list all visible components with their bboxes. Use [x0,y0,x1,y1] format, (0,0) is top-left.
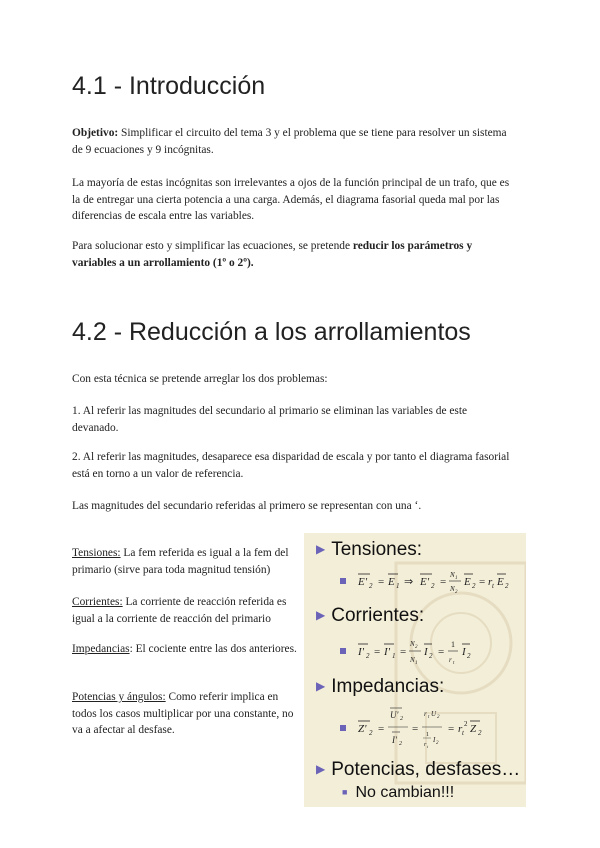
slide-sub-text: No cambian!!! [355,784,455,801]
tensiones-text: La fem referida es igual a la fem del primario (sirve para toda magnitud tensión) [72,547,289,576]
objective-label: Objetivo: [72,127,119,139]
svg-text:2: 2 [467,652,471,660]
para3-text: Para solucionar esto y simplificar las ecuaciones, se pretende [72,240,353,252]
slide-heading-potencias [316,759,520,781]
svg-text:2: 2 [399,741,402,747]
svg-text:r: r [488,576,493,588]
svg-text:I: I [424,646,428,658]
svg-text:1: 1 [426,732,429,738]
intro-paragraph-2: La mayoría de estas incógnitas son irrelevantes a ojos de la función principal de un trafo, que es la de entregar una cierta potencia a una carga. Además, el diagrama fasorial queda mal por las diferencias de escala entre las variables. [72,177,510,222]
slide-heading-text: Potencias, desfases… [331,759,521,780]
svg-text:N: N [410,640,415,648]
svg-text:1: 1 [415,661,418,666]
svg-text:1: 1 [451,640,455,649]
svg-text:r: r [458,723,463,735]
svg-text:=: = [412,723,419,735]
slide-heading-text: Tensiones: [331,539,423,560]
svg-text:2: 2 [478,729,482,737]
svg-text:E': E' [420,576,430,588]
svg-text:=: = [448,723,455,735]
svg-text:2: 2 [366,652,370,660]
svg-text:t: t [492,582,494,590]
corrientes-paragraph [72,594,304,627]
square-bullet-icon: ■ [342,787,348,797]
svg-text:2: 2 [369,729,373,737]
triangle-bullet-icon: ▶ [316,542,326,556]
potencias-text: Como referir implica en todos los casos multiplicar por una constante, no va a afectar al desfase. [72,691,294,736]
svg-text:r: r [449,656,452,664]
slide-heading-impedancias [316,676,444,698]
svg-text:N: N [450,585,455,593]
tensiones-paragraph [72,545,304,578]
impedancias-equation [340,705,526,757]
para3-bold: reducir los parámetros y variables a un arrollamiento (1º o 2º). [72,240,473,269]
svg-text:E: E [388,576,395,588]
svg-text:=: = [438,646,445,658]
svg-text:2: 2 [437,715,440,720]
svg-text:N: N [410,656,415,664]
tensiones-label: Tensiones: [72,547,121,559]
svg-text:I: I [433,736,436,744]
section-title-introduccion: 4.1 - Introducción [72,72,266,100]
svg-text:⇒: ⇒ [404,576,414,588]
svg-text:E': E' [358,576,368,588]
potencias-label: Potencias y ángulos: [72,691,166,703]
svg-text:E: E [464,576,471,588]
svg-text:=: = [440,576,447,588]
triangle-bullet-icon: ▶ [316,679,326,693]
svg-text:2: 2 [455,590,458,595]
svg-text:=: = [378,576,385,588]
reduccion-note: Las magnitudes del secundario referidas al primero se representan con una ‘. [72,500,422,512]
svg-text:2: 2 [464,720,468,728]
slide-heading-text: Corrientes: [331,605,425,626]
svg-text:=: = [400,646,407,658]
svg-text:I': I' [358,646,365,658]
slide-heading-text: Impedancias: [331,676,445,697]
svg-text:I': I' [384,646,391,658]
svg-text:1: 1 [396,582,400,590]
slide-heading-tensiones [316,539,422,561]
potencias-paragraph [72,689,304,739]
svg-text:2: 2 [431,582,435,590]
svg-text:r: r [424,710,427,718]
slide-image [304,533,526,807]
impedancias-text: : El cociente entre las dos anteriores. [129,643,297,655]
svg-text:t: t [462,729,464,737]
svg-text:Z': Z' [358,723,367,735]
slide-heading-corrientes [316,605,424,627]
corrientes-text: La corriente de reacción referida es igual a la corriente de reacción del primario [72,596,287,625]
svg-text:2: 2 [472,582,476,590]
reduccion-point-2: 2. Al referir las magnitudes, desaparece esa disparidad de escala y por tanto el diagrama fasorial está en torno a un valor de referencia. [72,451,510,480]
svg-text:t: t [453,661,455,666]
reduccion-point-1: 1. Al referir las magnitudes del secundario al primario se eliminan las variables de este devanado. [72,405,468,434]
svg-text:=: = [374,646,381,658]
svg-text:1: 1 [455,576,458,581]
svg-text:=: = [378,723,385,735]
svg-text:2: 2 [400,716,403,722]
triangle-bullet-icon: ▶ [316,608,326,622]
impedancias-paragraph [72,641,304,658]
svg-text:r: r [424,742,427,748]
slide-sub-no-cambian [342,784,454,802]
svg-text:N: N [450,571,455,579]
svg-text:2: 2 [505,582,509,590]
svg-text:1: 1 [392,652,396,660]
tensiones-equation [340,569,526,599]
svg-text:E: E [497,576,504,588]
svg-text:I: I [462,646,466,658]
svg-text:U: U [431,710,437,718]
svg-text:t: t [428,715,430,720]
intro-paragraph-3 [72,238,512,271]
section-title-reduccion: 4.2 - Reducción a los arrollamientos [72,318,471,346]
svg-text:I': I' [392,735,397,745]
svg-text:2: 2 [415,645,418,650]
svg-text:t: t [427,744,429,749]
impedancias-label: Impedancias [72,643,130,655]
svg-text:2: 2 [369,582,373,590]
svg-text:2: 2 [429,652,433,660]
svg-text:U': U' [390,710,399,720]
svg-text:2: 2 [436,741,439,746]
reduccion-intro: Con esta técnica se pretende arreglar los dos problemas: [72,373,328,385]
corrientes-label: Corrientes: [72,596,123,608]
objective-text: Simplificar el circuito del tema 3 y el problema que se tiene para resolver un sistema de 9 ecuaciones y 9 incógnitas. [72,127,507,156]
svg-text:=: = [479,576,486,588]
svg-text:Z: Z [470,723,477,735]
objective-paragraph [72,125,512,158]
triangle-bullet-icon: ▶ [316,762,326,776]
corrientes-equation [340,635,526,669]
